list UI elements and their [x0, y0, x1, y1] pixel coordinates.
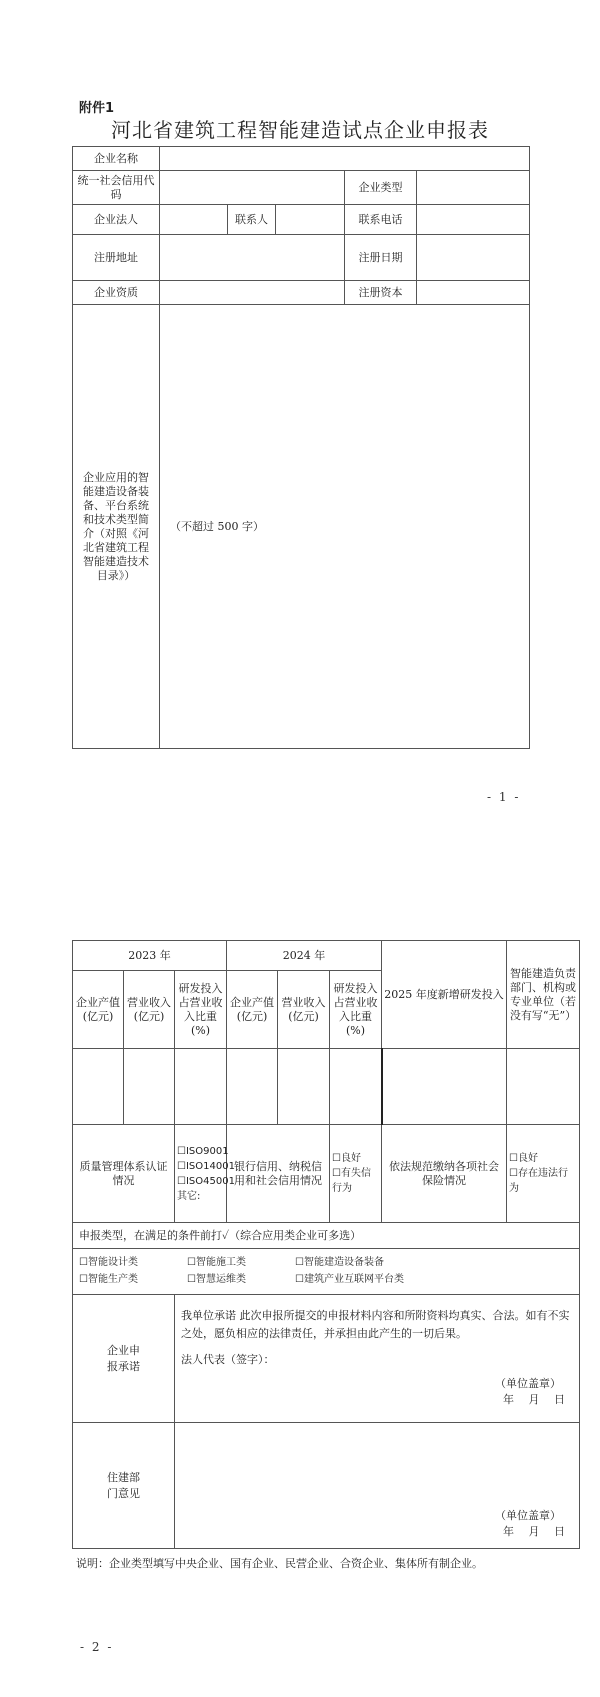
housing-seal: （单位盖章）: [495, 1509, 562, 1522]
housing-label: 住建部门意见: [73, 1423, 175, 1549]
legal-person-label: 企业法人: [73, 205, 160, 235]
rd-ratio-2023-field[interactable]: [175, 1049, 227, 1125]
quality-cert-label: 质量管理体系认证情况: [73, 1125, 175, 1223]
revenue-2023-header: 营业收入(亿元): [124, 971, 175, 1049]
pledge-text: 我单位承诺 此次申报所提交的申报材料内容和所附资料均真实、合法。如有不实之处，愿负相应的法律责任，并承担由此产生的一切后果。: [181, 1309, 570, 1340]
pledge-date: 年 月 日: [503, 1393, 566, 1406]
apply-type-options: [73, 1249, 580, 1295]
application-table-page1: [72, 146, 530, 749]
reg-date-field[interactable]: [417, 235, 530, 281]
insurance-good-checkbox[interactable]: ☐良好: [509, 1153, 538, 1164]
type-production-checkbox[interactable]: ☐智能生产类: [79, 1274, 138, 1285]
phone-label: 联系电话: [345, 205, 417, 235]
footnote: 说明：企业类型填写中央企业、国有企业、民营企业、合资企业、集体所有制企业。: [76, 1557, 483, 1570]
type-construction-checkbox[interactable]: ☐智能施工类: [187, 1257, 246, 1268]
intro-hint: （不超过 500 字）: [170, 519, 264, 533]
legal-person-field[interactable]: [160, 205, 228, 235]
rd-ratio-2024-field[interactable]: [330, 1049, 382, 1125]
output-2023-header: 企业产值(亿元): [73, 971, 124, 1049]
credit-label: 银行信用、纳税信用和社会信用情况: [227, 1125, 330, 1223]
credit-code-field[interactable]: [160, 171, 345, 205]
form-title: 河北省建筑工程智能建造试点企业申报表: [111, 118, 489, 142]
type-equipment-checkbox[interactable]: ☐智能建造设备装备: [295, 1257, 384, 1268]
year-2023-header: 2023 年: [73, 941, 227, 971]
insurance-label: 依法规范缴纳各项社会保险情况: [382, 1125, 507, 1223]
type-om-checkbox[interactable]: ☐智慧运维类: [187, 1274, 246, 1285]
output-2024-header: 企业产值(亿元): [227, 971, 278, 1049]
responsible-field[interactable]: [507, 1049, 580, 1125]
iso-checklist[interactable]: [175, 1125, 235, 1223]
credit-checklist[interactable]: [330, 1125, 382, 1223]
iso9001-checkbox[interactable]: ☐ISO9001: [177, 1145, 229, 1157]
reg-capital-field[interactable]: [417, 281, 530, 305]
company-type-label: 企业类型: [345, 171, 417, 205]
pledge-cell: [175, 1295, 580, 1423]
qualification-field[interactable]: [160, 281, 345, 305]
apply-type-instruction: 申报类型，在满足的条件前打✓（综合应用类企业可多选）: [73, 1223, 580, 1249]
pledge-seal: （单位盖章）: [495, 1377, 562, 1390]
insurance-checklist[interactable]: [507, 1125, 580, 1223]
year-2024-header: 2024 年: [227, 941, 382, 971]
phone-field[interactable]: [417, 205, 530, 235]
reg-date-label: 注册日期: [345, 235, 417, 281]
rd-2025-field[interactable]: [382, 1049, 507, 1125]
company-type-field[interactable]: [417, 171, 530, 205]
credit-good-checkbox[interactable]: ☐良好: [332, 1153, 361, 1164]
revenue-2024-header: 营业收入(亿元): [278, 971, 330, 1049]
rd-ratio-2024-header: 研发投入占营业收入比重(%): [330, 971, 382, 1049]
intro-field[interactable]: [160, 305, 530, 749]
qualification-label: 企业资质: [73, 281, 160, 305]
reg-address-field[interactable]: [160, 235, 345, 281]
type-platform-checkbox[interactable]: ☐建筑产业互联网平台类: [295, 1274, 404, 1285]
contact-label: 联系人: [228, 205, 276, 235]
housing-date: 年 月 日: [503, 1525, 566, 1538]
housing-opinion-field[interactable]: [175, 1423, 580, 1549]
type-design-checkbox[interactable]: ☐智能设计类: [79, 1257, 138, 1268]
rd-ratio-2023-header: 研发投入占营业收入比重(%): [175, 971, 227, 1049]
attachment-label: 附件1: [79, 101, 115, 116]
revenue-2023-field[interactable]: [124, 1049, 175, 1125]
responsible-header: 智能建造负责部门、机构或专业单位（若没有写“无”）: [507, 941, 580, 1049]
contact-field[interactable]: [276, 205, 345, 235]
legal-sign-label: 法人代表（签字）：: [181, 1353, 275, 1366]
credit-code-label: 统一社会信用代码: [73, 171, 160, 205]
intro-label: 企业应用的智能建造设备装备、平台系统和技术类型简介（对照《河北省建筑工程智能建造技术目录》）: [73, 305, 160, 749]
credit-bad-checkbox[interactable]: ☐有失信行为: [332, 1168, 371, 1194]
revenue-2024-field[interactable]: [278, 1049, 330, 1125]
output-2024-field[interactable]: [227, 1049, 278, 1125]
reg-address-label: 注册地址: [73, 235, 160, 281]
page-number-2: - 2 -: [80, 1640, 114, 1654]
output-2023-field[interactable]: [73, 1049, 124, 1125]
reg-capital-label: 注册资本: [345, 281, 417, 305]
pledge-label: 企业申报承诺: [73, 1295, 175, 1423]
page-number-1: - 1 -: [487, 790, 521, 804]
rd-2025-header: 2025 年度新增研发投入: [382, 941, 507, 1049]
application-table-page2: [72, 940, 580, 1549]
iso14001-checkbox[interactable]: ☐ISO14001: [177, 1160, 235, 1172]
company-name-label: 企业名称: [73, 147, 160, 171]
iso-other-field[interactable]: 其它:: [177, 1190, 201, 1202]
insurance-bad-checkbox[interactable]: ☐存在违法行为: [509, 1168, 568, 1194]
company-name-field[interactable]: [160, 147, 530, 171]
iso45001-checkbox[interactable]: ☐ISO45001: [177, 1175, 235, 1187]
